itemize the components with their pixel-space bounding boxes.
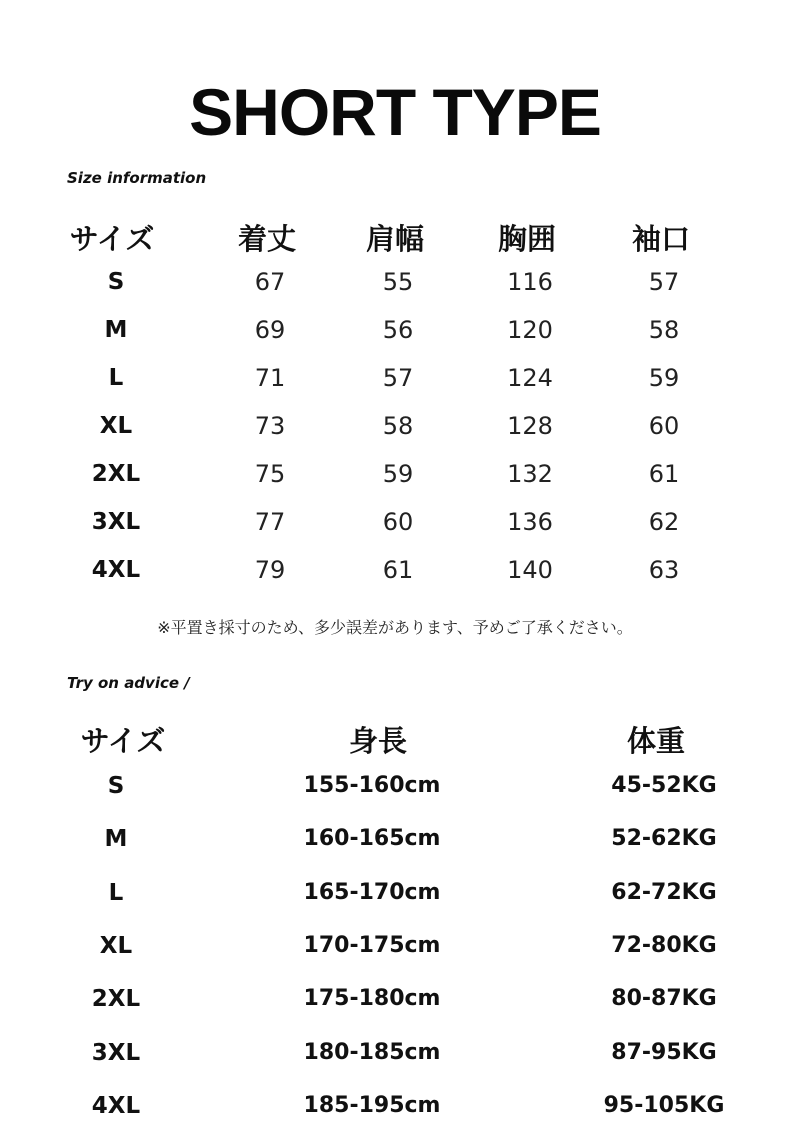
size-table-header-0: サイズ	[69, 222, 155, 256]
size-table-cell: 69	[254, 316, 286, 344]
size-table-size-label: 2XL	[91, 461, 141, 487]
size-table-cell: 57	[648, 268, 680, 296]
size-table-size-label: M	[104, 317, 128, 343]
advice-table-height: 180-185cm	[303, 1040, 441, 1065]
advice-table-size-label: 2XL	[91, 986, 141, 1012]
advice-table-header-1: 身長	[348, 724, 408, 758]
size-table-cell: 60	[382, 508, 414, 536]
size-table-header-3: 胸囲	[497, 222, 557, 256]
page-title: SHORT TYPE	[189, 75, 601, 149]
size-table-header-1: 着丈	[237, 222, 297, 256]
size-table-size-label: 4XL	[91, 557, 141, 583]
size-table-cell: 71	[254, 364, 286, 392]
advice-table-weight: 72-80KG	[611, 933, 717, 958]
size-table-cell: 67	[254, 268, 286, 296]
measurement-note: ※平置き採寸のため、多少誤差があります、予めご了承ください。	[157, 618, 633, 637]
size-table-cell: 59	[648, 364, 680, 392]
advice-table-size-label: M	[104, 826, 128, 852]
size-table-cell: 58	[382, 412, 414, 440]
size-table-cell: 73	[254, 412, 286, 440]
size-table-cell: 60	[648, 412, 680, 440]
advice-table-height: 165-170cm	[303, 880, 441, 905]
advice-table-height: 170-175cm	[303, 933, 441, 958]
size-table-cell: 61	[648, 460, 680, 488]
advice-table-height: 155-160cm	[303, 773, 441, 798]
size-table-cell: 56	[382, 316, 414, 344]
size-table-header-4: 袖口	[631, 222, 691, 256]
size-table-cell: 124	[507, 364, 553, 392]
size-table-cell: 63	[648, 556, 680, 584]
advice-table-weight: 52-62KG	[611, 826, 717, 851]
advice-table-height: 185-195cm	[303, 1093, 441, 1118]
size-table-cell: 62	[648, 508, 680, 536]
size-table-cell: 75	[254, 460, 286, 488]
size-information-label: Size information	[67, 169, 207, 187]
advice-table-height: 160-165cm	[303, 826, 441, 851]
advice-table-header-0: サイズ	[80, 724, 166, 758]
advice-table-size-label: 3XL	[91, 1040, 141, 1066]
size-table-cell: 59	[382, 460, 414, 488]
advice-table-size-label: XL	[99, 933, 133, 959]
size-table-cell: 128	[507, 412, 553, 440]
size-table-cell: 57	[382, 364, 414, 392]
advice-table-weight: 87-95KG	[611, 1040, 717, 1065]
advice-table-weight: 45-52KG	[611, 773, 717, 798]
size-table-cell: 140	[507, 556, 553, 584]
size-table-cell: 116	[507, 268, 553, 296]
size-table-header-2: 肩幅	[365, 222, 425, 256]
advice-table-size-label: L	[108, 880, 124, 906]
size-table-cell: 79	[254, 556, 286, 584]
size-table-cell: 77	[254, 508, 286, 536]
advice-table-header-2: 体重	[626, 724, 686, 758]
size-table-cell: 55	[382, 268, 414, 296]
size-table-cell: 61	[382, 556, 414, 584]
advice-table-weight: 95-105KG	[603, 1093, 725, 1118]
size-table-cell: 58	[648, 316, 680, 344]
size-table-cell: 132	[507, 460, 553, 488]
size-table-cell: 120	[507, 316, 553, 344]
size-table-size-label: S	[107, 269, 125, 295]
size-table-size-label: 3XL	[91, 509, 141, 535]
advice-table-size-label: S	[107, 773, 125, 799]
size-table-size-label: L	[108, 365, 124, 391]
size-table-size-label: XL	[99, 413, 133, 439]
advice-table-weight: 62-72KG	[611, 880, 717, 905]
advice-table-height: 175-180cm	[303, 986, 441, 1011]
advice-table-weight: 80-87KG	[611, 986, 717, 1011]
size-table-cell: 136	[507, 508, 553, 536]
advice-table-size-label: 4XL	[91, 1093, 141, 1119]
try-on-advice-label: Try on advice /	[67, 674, 190, 692]
